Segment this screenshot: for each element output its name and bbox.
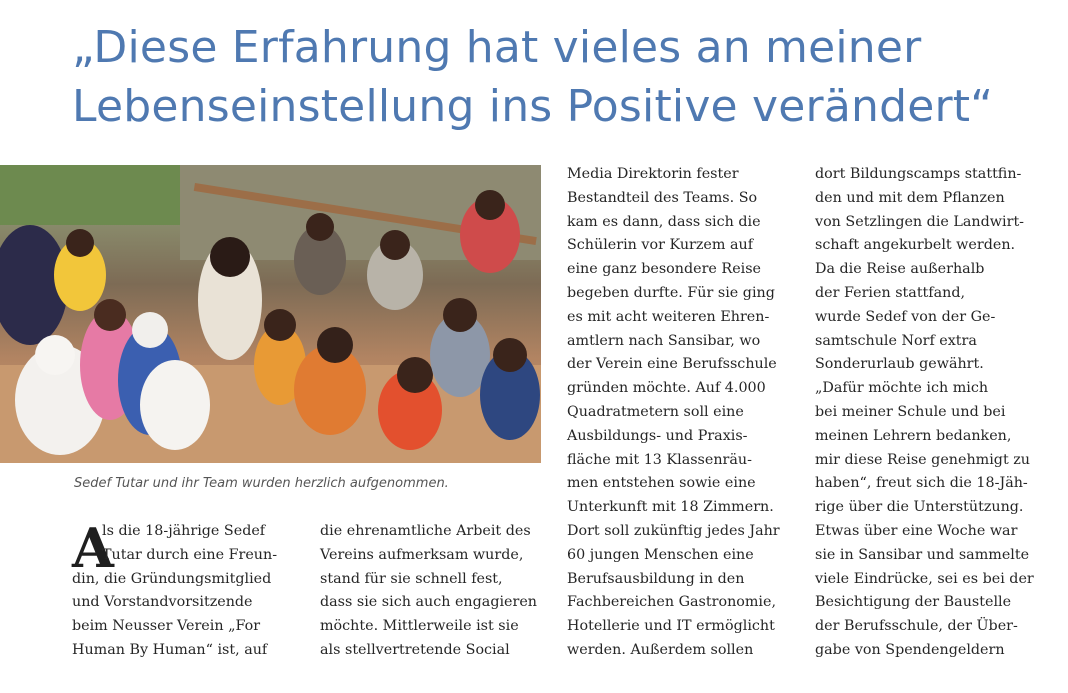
text-line: eine ganz besondere Reise (567, 261, 762, 278)
text-line: gründen möchte. Auf 4.000 (567, 380, 766, 397)
text-line: dort Bildungscamps stattfin- (815, 166, 1022, 182)
text-line: Quadratmetern soll eine (567, 403, 744, 420)
text-line: möchte. Mittlerweile ist sie (320, 618, 519, 635)
article-column-3 (567, 163, 797, 663)
text-line: es mit acht weiteren Ehren- (567, 308, 770, 325)
text-line: mir diese Reise genehmigt zu (815, 451, 1030, 468)
text-line: kam es dann, dass sich die (567, 213, 761, 230)
text-line: Bestandteil des Teams. So (567, 189, 758, 206)
text-line: men entstehen sowie eine (567, 475, 756, 492)
text-line: Tutar durch eine Freun- (102, 546, 278, 563)
headline-line-1: „Diese Erfahrung hat vieles an meiner (72, 22, 922, 73)
text-line: sie in Sansibar und sammelte (815, 546, 1030, 563)
photo-caption: Sedef Tutar und ihr Team wurden herzlich aufgenommen. (74, 476, 449, 491)
photo-illustration (0, 165, 541, 463)
text-line: ls die 18-jährige Sedef (102, 523, 266, 539)
text-line: Berufsausbildung in den (567, 570, 745, 587)
text-line: der Verein eine Berufsschule (567, 356, 777, 373)
text-line: begeben durfte. Für sie ging (567, 284, 775, 301)
text-line: Etwas über eine Woche war (815, 522, 1018, 539)
text-line: Vereins aufmerksam wurde, (320, 546, 524, 563)
article-column-1 (72, 516, 302, 663)
text-line: der Ferien stattfand, (815, 284, 966, 301)
text-line: „Dafür möchte ich mich (815, 380, 989, 397)
text-line: dass sie sich auch engagieren (320, 594, 538, 611)
text-line: Schülerin vor Kurzem auf (567, 237, 753, 254)
drop-cap: A (72, 516, 114, 580)
text-line: Fachbereichen Gastronomie, (567, 594, 777, 611)
text-line: Sonderurlaub gewährt. (815, 356, 984, 373)
text-line: stand für sie schnell fest, (320, 570, 503, 587)
text-line: Besichtigung der Baustelle (815, 594, 1012, 611)
text-line: samtschule Norf extra (815, 332, 977, 349)
text-line: bei meiner Schule und bei (815, 403, 1006, 420)
text-line: fläche mit 13 Klassenräu- (567, 451, 752, 468)
text-line: beim Neusser Verein „For (72, 618, 261, 635)
text-line: der Berufsschule, der Über- (815, 618, 1018, 635)
headline-line-2: Lebenseinstellung ins Positive verändert“ (72, 81, 994, 132)
text-line: von Setzlingen die Landwirt- (815, 213, 1025, 230)
text-line: haben“, freut sich die 18-Jäh- (815, 475, 1028, 492)
text-line: den und mit dem Pflanzen (815, 189, 1005, 206)
text-line: Hotellerie und IT ermöglicht (567, 618, 775, 635)
text-line: Media Direktorin fester (567, 166, 739, 182)
text-line: 60 jungen Menschen eine (567, 546, 754, 563)
text-line: din, die Gründungsmitglied (72, 570, 272, 587)
text-line: Ausbildungs- und Praxis- (567, 427, 748, 444)
text-line: viele Eindrücke, sei es bei der (815, 570, 1034, 587)
text-line: schaft angekurbelt werden. (815, 237, 1016, 254)
text-line: Unterkunft mit 18 Zimmern. (567, 499, 774, 516)
group-photo (0, 165, 541, 463)
text-line: Dort soll zukünftig jedes Jahr (567, 522, 780, 539)
text-line: meinen Lehrern bedanken, (815, 427, 1012, 444)
text-line: als stellvertretende Social (320, 641, 510, 658)
text-line: und Vorstandvorsitzende (72, 594, 253, 611)
text-line: Da die Reise außerhalb (815, 261, 985, 278)
text-line: rige über die Unterstützung. (815, 499, 1024, 516)
text-line: die ehrenamtliche Arbeit des (320, 523, 531, 539)
text-line: wurde Sedef von der Ge- (815, 308, 996, 325)
article-column-2 (320, 520, 550, 663)
text-line: amtlern nach Sansibar, wo (567, 332, 761, 349)
text-line: gabe von Spendengeldern (815, 641, 1005, 658)
text-line: werden. Außerdem sollen (567, 641, 754, 658)
article-column-4 (815, 163, 1055, 663)
text-line: Human By Human“ ist, auf (72, 641, 268, 658)
headline (72, 18, 1052, 136)
